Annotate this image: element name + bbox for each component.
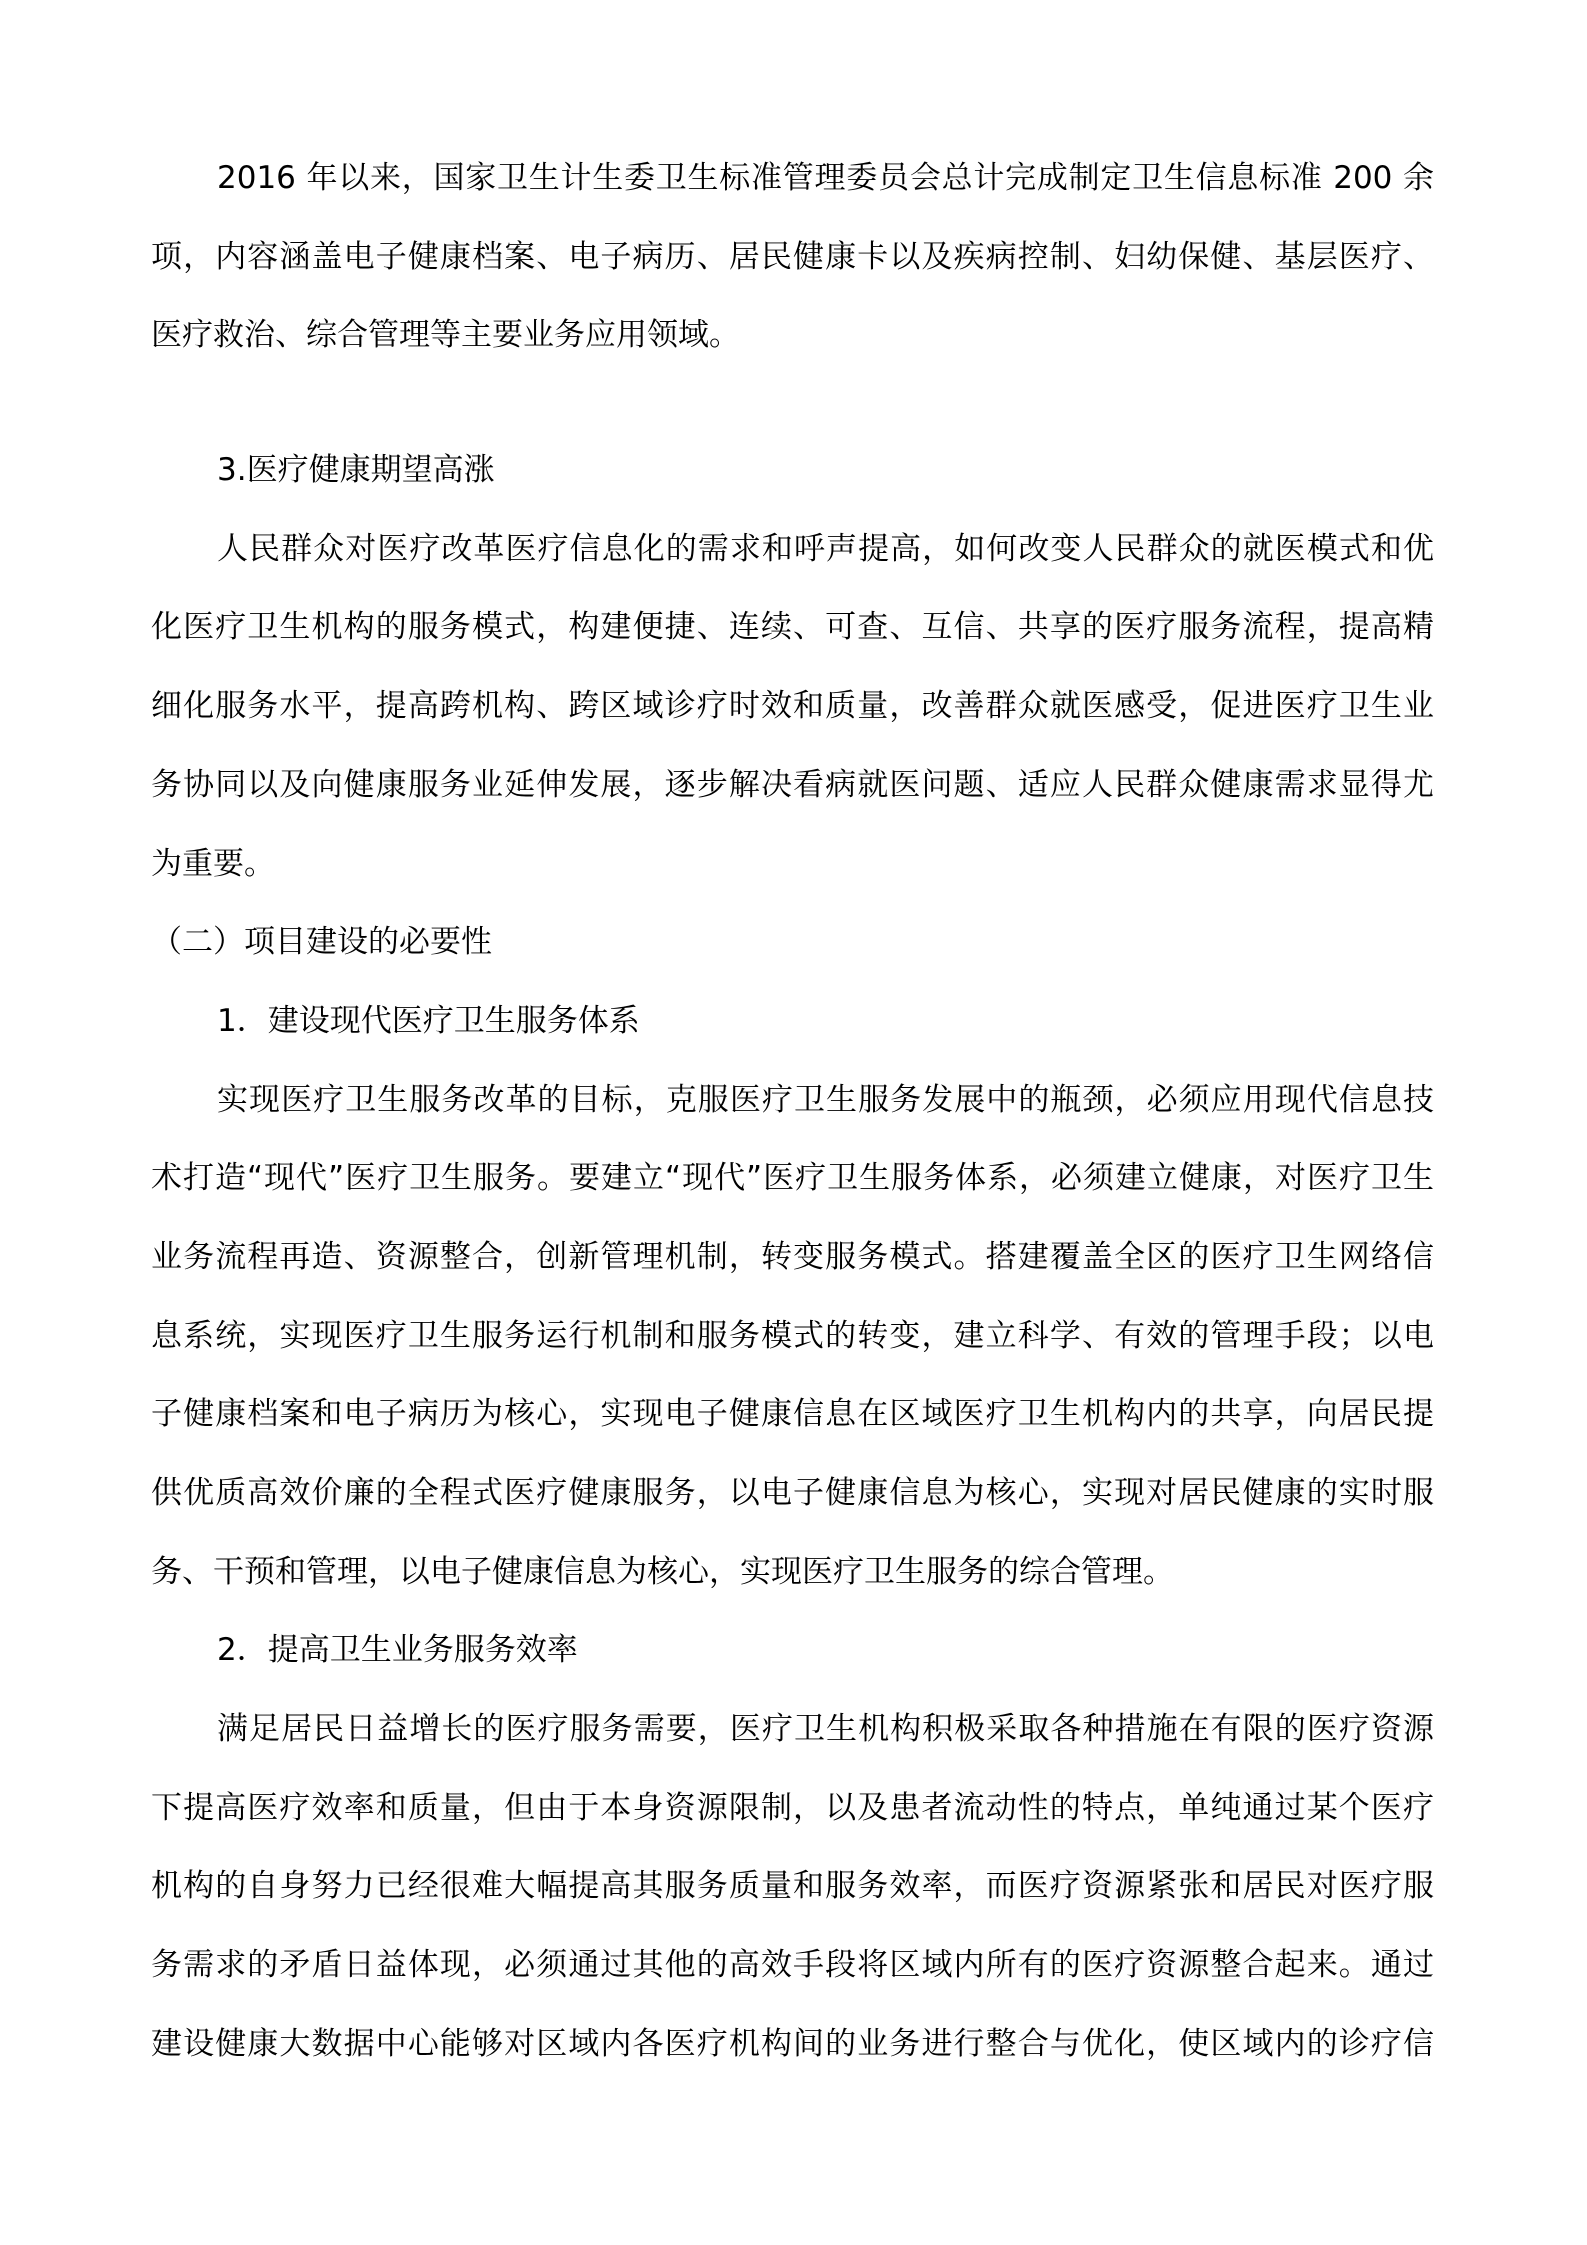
paragraph-modern-system	[151, 1061, 1434, 1612]
section-heading-necessity: （二）项目建设的必要性	[151, 924, 492, 961]
text-line: 务需求的矛盾日益体现，必须通过其他的高效手段将区域内所有的医疗资源整合起来。通过	[151, 1947, 1434, 1984]
text-line: 息系统，实现医疗卫生服务运行机制和服务模式的转变，建立科学、有效的管理手段；以电	[151, 1317, 1434, 1354]
text-line: 为重要。	[151, 845, 275, 882]
text-line: 下提高医疗效率和质量，但由于本身资源限制，以及患者流动性的特点，单纯通过某个医疗	[151, 1789, 1434, 1826]
subsection-heading-efficiency: 2．提高卫生业务服务效率	[217, 1632, 578, 1669]
text-line: 化医疗卫生机构的服务模式，构建便捷、连续、可查、互信、共享的医疗服务流程，提高精	[151, 609, 1434, 646]
document-page	[151, 139, 1434, 2084]
text-line: 子健康档案和电子病历为核心，实现电子健康信息在区域医疗卫生机构内的共享，向居民提	[151, 1396, 1434, 1433]
text-line: 人民群众对医疗改革医疗信息化的需求和呼声提高，如何改变人民群众的就医模式和优	[217, 530, 1434, 567]
text-line: 业务流程再造、资源整合，创新管理机制，转变服务模式。搭建覆盖全区的医疗卫生网络信	[151, 1238, 1434, 1275]
text-line: 务协同以及向健康服务业延伸发展，逐步解决看病就医问题、适应人民群众健康需求显得尤	[151, 766, 1434, 803]
paragraph-gap	[151, 375, 1434, 431]
text-line: 2016 年以来，国家卫生计生委卫生标准管理委员会总计完成制定卫生信息标准 200 余	[217, 160, 1434, 196]
paragraph-efficiency	[151, 1690, 1434, 2083]
section-heading-expectation: 3.医疗健康期望高涨	[217, 452, 495, 489]
text-line: 建设健康大数据中心能够对区域内各医疗机构间的业务进行整合与优化，使区域内的诊疗信	[151, 2025, 1434, 2062]
text-line: 满足居民日益增长的医疗服务需要，医疗卫生机构积极采取各种措施在有限的医疗资源	[217, 1711, 1434, 1748]
text-line: 供优质高效价廉的全程式医疗健康服务，以电子健康信息为核心，实现对居民健康的实时服	[151, 1475, 1434, 1511]
text-line: 机构的自身努力已经很难大幅提高其服务质量和服务效率，而医疗资源紧张和居民对医疗服	[151, 1868, 1434, 1905]
text-line: 细化服务水平，提高跨机构、跨区域诊疗时效和质量，改善群众就医感受，促进医疗卫生业	[151, 688, 1434, 725]
text-line: 术打造“现代”医疗卫生服务。要建立“现代”医疗卫生服务体系，必须建立健康，对医疗卫生	[151, 1160, 1434, 1197]
subsection-heading-modern-system: 1．建设现代医疗卫生服务体系	[217, 1002, 640, 1039]
paragraph-expectation	[151, 510, 1434, 903]
text-line: 务、干预和管理，以电子健康信息为核心，实现医疗卫生服务的综合管理。	[151, 1553, 1174, 1590]
text-line: 实现医疗卫生服务改革的目标，克服医疗卫生服务发展中的瓶颈，必须应用现代信息技	[217, 1081, 1434, 1118]
text-line: 项，内容涵盖电子健康档案、电子病历、居民健康卡以及疾病控制、妇幼保健、基层医疗、	[151, 238, 1434, 275]
text-line: 医疗救治、综合管理等主要业务应用领域。	[151, 317, 740, 354]
paragraph-standards	[151, 139, 1434, 375]
